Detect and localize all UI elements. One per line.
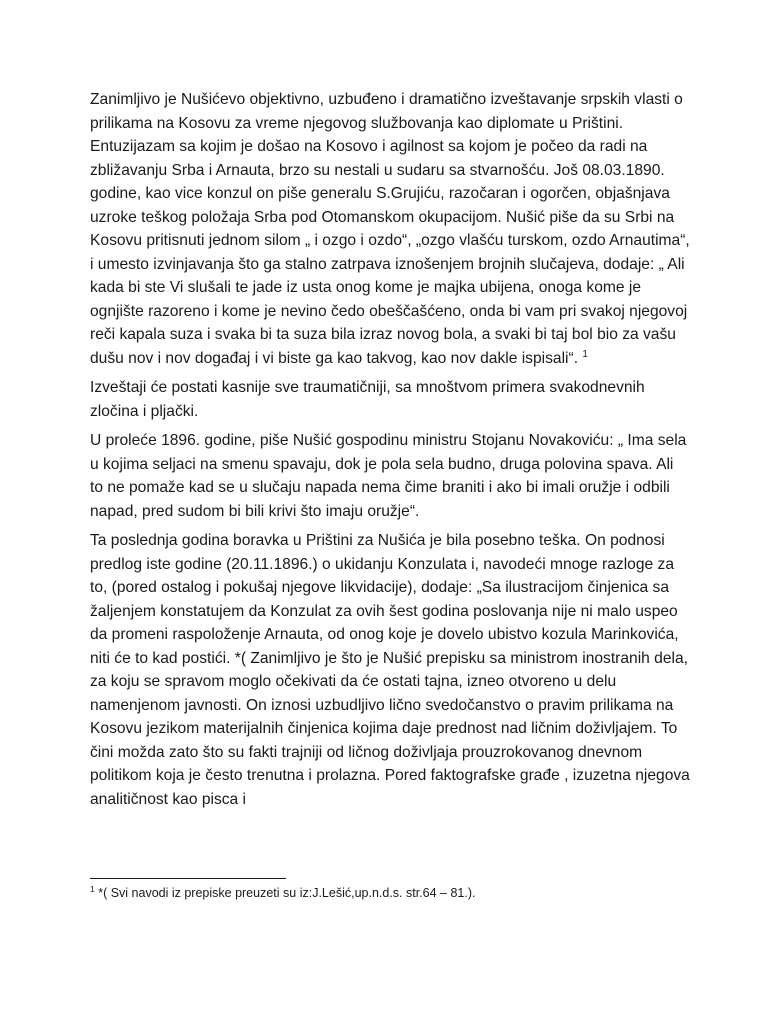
paragraph-2 [90,376,690,423]
paragraph-1-text: Zanimljivo je Nušićevo objektivno, uzbuđeno i dramatično izveštavanje srpskih vlasti o prilikama na Kosovu za vreme njegovog službovanja kao diplomate u Prištini. Entuzijazam sa kojim je došao na Kosovo i agilnost sa kojom je počeo da radi na zbližavanju Srba i Arnauta, brzo su nestali u sudaru sa stvarnošću. Još 08.03.1890. godine, kao vice konzul on piše generalu S.Grujiću, razočaran i ogorčen, objašnjava uzroke teškog položaja Srba pod Otomanskom okupacijom. Nušić piše da su Srbi na Kosovu pritisnuti jednom silom „ i ozgo i ozdo“, „ozgo vlašću turskom, ozdo Arnautima“, i umesto izvinjavanja što ga stalno zatrpava iznošenjem brojnih slučajeva, dodaje: „ Ali kada bi ste Vi slušali te jade iz usta onog kome je majka ubijena, onoga kome je ognjište razoreno i kome je nevino čedo obeščašćeno, onda bi vam pri svakoj njegovoj reči kapala suza i svaka bi ta suza bila izraz novog bola, a svaki bi taj bol bio za vašu dušu nov i nov događaj i vi biste ga kao takvog, kao nov dakle ispisali“. [90,91,690,367]
paragraph-4-text: Ta poslednja godina boravka u Prištini za Nušića je bila posebno teška. On podnosi predlog iste godine (20.11.1896.) o ukidanju Konzulata i, navodeći mnoge razloge za to, (pored ostalog i pokušaj njegove likvidacije), dodaje: „Sa ilustracijom činjenica sa žaljenjem konstatujem da Konzulat za ovih šest godina poslovanja nije ni malo uspeo da promeni raspoloženje Arnauta, od onog koje je dovelo ubistvo kozula Marinkovića, niti će to kad postići. *( Zanimljivo je što je Nušić prepisku sa ministrom inostranih dela, za koju se spravom moglo očekivati da će ostati tajna, izneo otvoreno u delu namenjenom javnosti. On iznosi uzbudljivo lično svedočanstvo o pravim prilikama na Kosovu jezikom materijalnih činjenica kojima daje prednost nad ličnim doživljajem. To čini možda zato što su fakti trajniji od ličnog doživljaja prouzrokovanog dnevnom politikom koja je često trenutna i prolazna. Pored faktografske građe , izuzetna njegova analitičnost kao pisca i [90,532,690,808]
footnote-text: *( Svi navodi iz prepiske preuzeti su iz:J.Lešić,up.n.d.s. str.64 – 81.). [94,886,476,900]
paragraph-3-text: U proleće 1896. godine, piše Nušić gospodinu ministru Stojanu Novakoviću: „ Ima sela u kojima seljaci na smenu spavaju, dok je pola sela budno, druga polovina spava. Ali to ne pomaže kad se u slučaju napada nema čime braniti i ako bi imali oružje i odbili napad, pred sudom bi bili krivi što imaju oružje“. [90,432,687,520]
paragraph-3 [90,429,690,523]
paragraph-4 [90,529,690,811]
footnote-mark: 1 [90,883,95,894]
paragraph-2-text: Izveštaji će postati kasnije sve traumatičniji, sa mnoštvom primera svakodnevnih zločina i pljački. [90,379,645,420]
footnote-separator [90,878,286,879]
footnote-reference-1: 1 [582,348,588,360]
paragraph-1 [90,88,690,370]
document-body [90,88,690,817]
footnote [90,884,690,902]
